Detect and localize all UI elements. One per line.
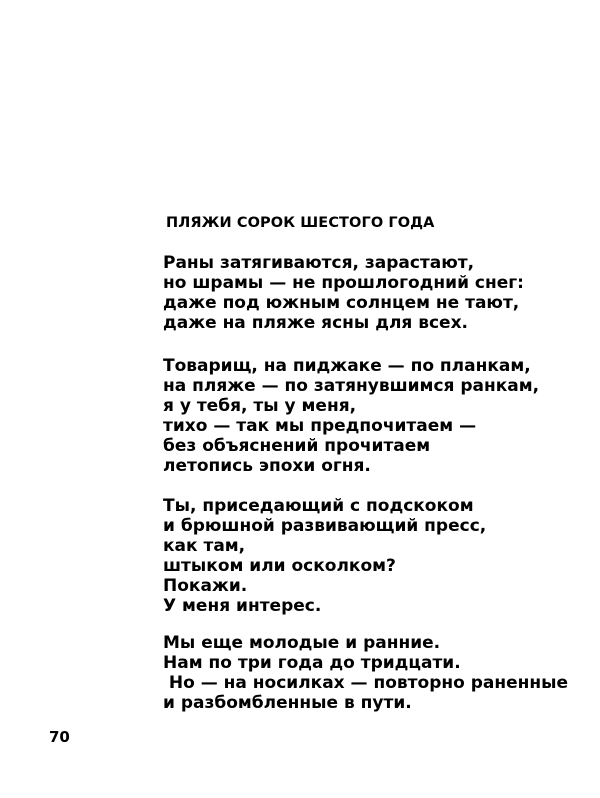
poem-line: на пляже — по затянувшимся ранкам,: [163, 376, 540, 396]
stanza-2: [163, 356, 539, 476]
poem-line: без объяснений прочитаем: [163, 436, 431, 456]
poem-line: летопись эпохи огня.: [163, 456, 371, 476]
poem-line: и брюшной развивающий пресс,: [163, 516, 487, 536]
poem-line: как там,: [163, 536, 246, 556]
poem-line: тихо — так мы предпочитаем —: [163, 416, 477, 436]
poem-title: ПЛЯЖИ СОРОК ШЕСТОГО ГОДА: [166, 215, 435, 231]
poem-line: Мы еще молодые и ранние.: [163, 633, 441, 653]
poem-line: Товарищ, на пиджаке — по планкам,: [163, 356, 531, 376]
poem-line: но шрамы — не прошлогодний снег:: [163, 273, 524, 293]
poem-line: и разбомбленные в пути.: [163, 693, 412, 713]
poem-line: штыком или осколком?: [163, 556, 396, 576]
stanza-4: [163, 633, 568, 713]
poem-line: я у тебя, ты у меня,: [163, 396, 357, 416]
poem-line: даже на пляже ясны для всех.: [163, 313, 469, 333]
poem-line: Раны затягиваются, зарастают,: [163, 253, 475, 273]
poem-line: Покажи.: [163, 576, 248, 596]
stanza-3: [163, 496, 486, 616]
poem-line: Ты, приседающий с подскоком: [163, 496, 474, 516]
poem-line: У меня интерес.: [163, 596, 322, 616]
poem-line: Нам по три года до тридцати.: [163, 653, 461, 673]
poem-line: Но — на носилках — повторно раненные: [163, 673, 569, 693]
poem-line: даже под южным солнцем не тают,: [163, 293, 520, 313]
page-number: 70: [49, 728, 70, 746]
stanza-1: [163, 253, 524, 333]
